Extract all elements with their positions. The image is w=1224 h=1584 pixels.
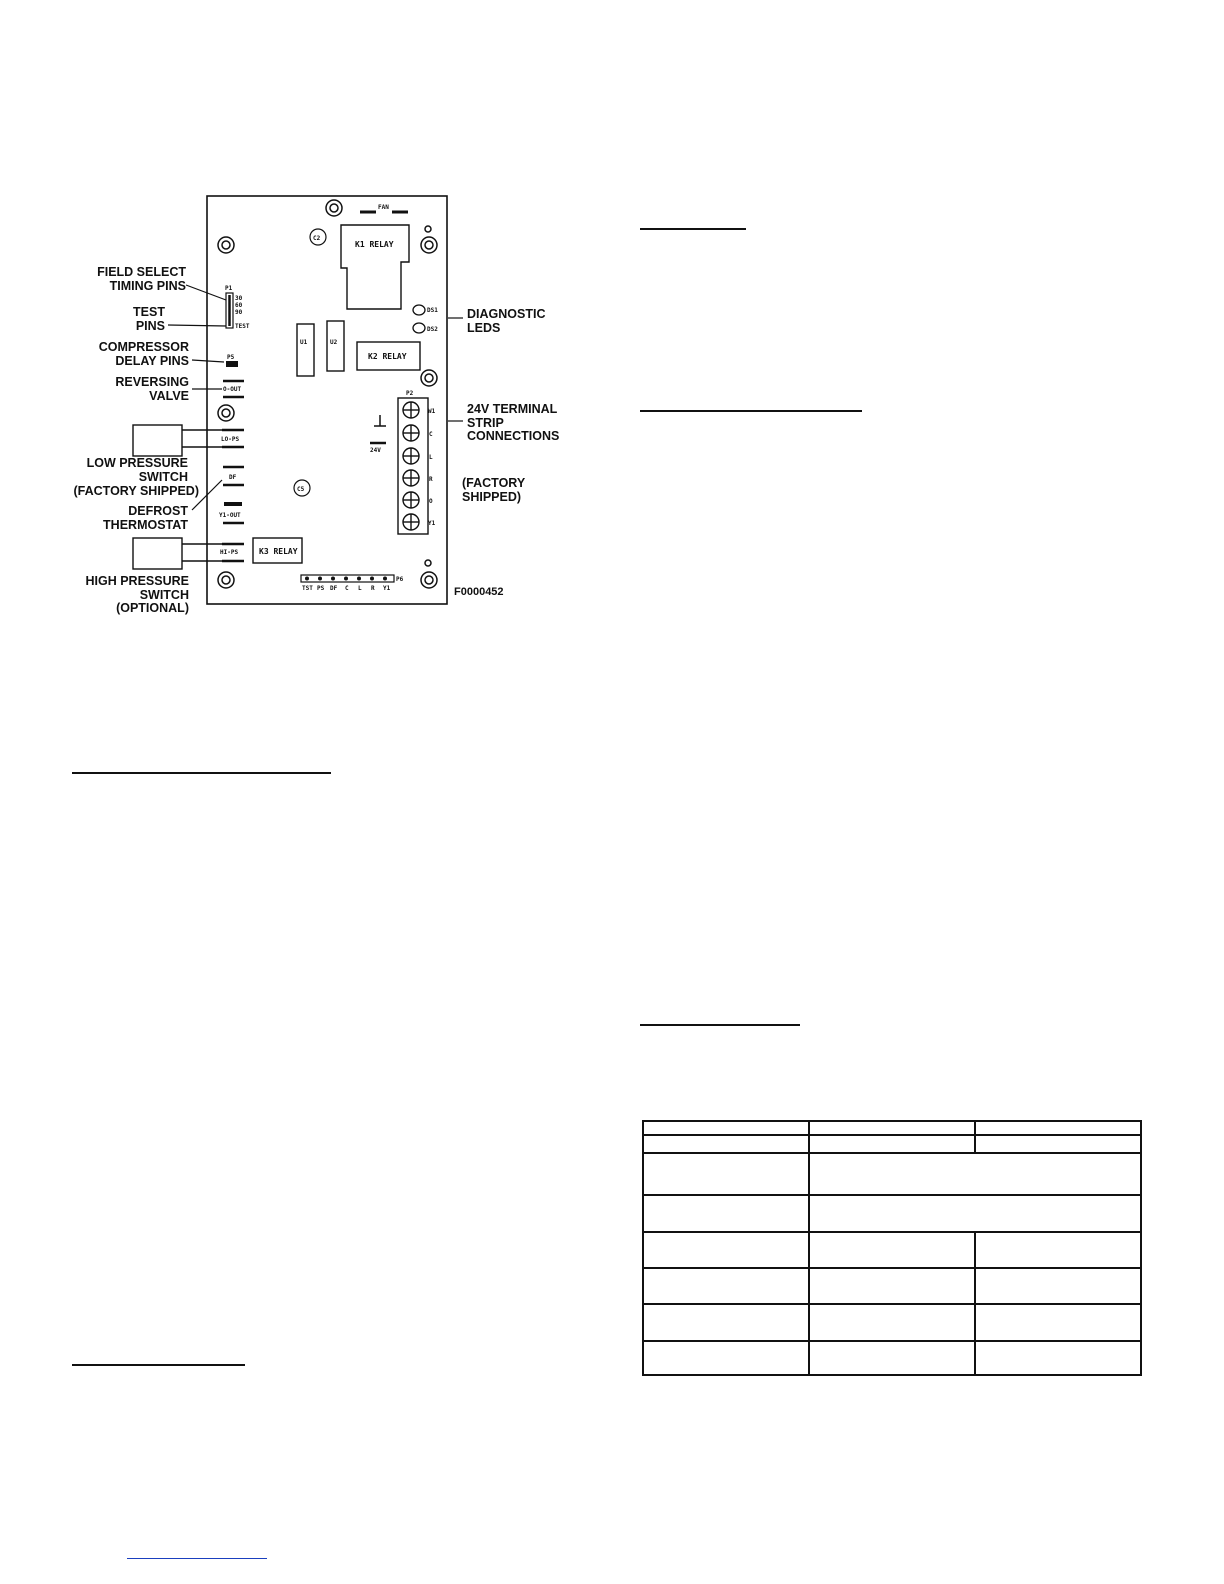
table-cell <box>809 1232 975 1268</box>
table-cell <box>809 1304 975 1341</box>
callout-strip: STRIP <box>467 416 504 430</box>
footer-link-rule <box>127 1558 267 1559</box>
terminal-o: O <box>429 498 433 505</box>
table-row <box>643 1232 1141 1268</box>
heading-rule-left-2 <box>72 1364 245 1366</box>
k1-relay-label: K1 RELAY <box>355 240 394 249</box>
lo-ps-label: LO-PS <box>221 436 240 443</box>
table-row <box>643 1268 1141 1304</box>
terminal-screws <box>403 402 419 530</box>
pin-30-label: 30 <box>235 295 243 302</box>
df-label: DF <box>229 474 237 481</box>
p2-label: P2 <box>406 390 414 397</box>
callout-shipped: SHIPPED) <box>462 490 522 504</box>
p5-label: P5 <box>227 354 235 361</box>
k2-relay-label: K2 RELAY <box>368 352 407 361</box>
terminal-r: R <box>429 476 433 483</box>
callout-high-pressure: HIGH PRESSURE <box>85 574 189 588</box>
p6-pin-df: DF <box>330 585 338 592</box>
y1-out-label: Y1-OUT <box>219 512 241 519</box>
callout-test-pins: PINS <box>135 319 165 333</box>
table-cell <box>643 1121 809 1135</box>
ds1-label: DS1 <box>427 307 438 314</box>
table-row <box>643 1153 1141 1195</box>
table-cell <box>643 1195 809 1232</box>
callout-24v-terminal: 24V TERMINAL <box>467 402 558 416</box>
table-cell <box>809 1341 975 1375</box>
u1-label: U1 <box>300 339 308 346</box>
status-table <box>642 1120 1142 1376</box>
k1-relay <box>341 225 409 309</box>
callout-connections: CONNECTIONS <box>467 429 560 443</box>
table-cell <box>975 1232 1141 1268</box>
heading-rule-right-3 <box>640 1024 800 1026</box>
callout-defrost: DEFROST <box>128 504 188 518</box>
terminal-y1: Y1 <box>428 520 436 527</box>
mounting-holes <box>218 200 437 588</box>
table-cell <box>809 1195 1141 1232</box>
p6-pin-c: C <box>345 585 349 592</box>
callout-leds: LEDS <box>467 321 501 335</box>
callout-factory-shipped-left: (FACTORY SHIPPED) <box>73 484 199 498</box>
fan-label: FAN <box>378 204 389 211</box>
pin-test-label: TEST <box>235 323 250 330</box>
callout-factory: (FACTORY <box>462 476 526 490</box>
heading-rule-left-1 <box>72 772 331 774</box>
callout-reversing: REVERSING <box>115 375 189 389</box>
callout-compressor: COMPRESSOR <box>98 340 189 354</box>
callout-test: TEST <box>133 305 165 319</box>
table-row <box>643 1135 1141 1153</box>
table-cell <box>643 1153 809 1195</box>
low-pressure-switch-box <box>133 425 182 456</box>
callout-field-select: FIELD SELECT <box>97 265 186 279</box>
k3-relay-label: K3 RELAY <box>259 547 298 556</box>
table-cell <box>643 1341 809 1375</box>
table-cell <box>975 1304 1141 1341</box>
table-cell <box>809 1121 975 1135</box>
table-row <box>643 1341 1141 1375</box>
table-row <box>643 1121 1141 1135</box>
p6-pin-y1: Y1 <box>383 585 391 592</box>
u1-chip <box>297 324 314 376</box>
terminal-c: C <box>429 431 433 438</box>
terminal-l: L <box>429 454 433 461</box>
table-cell <box>975 1268 1141 1304</box>
callout-delay-pins: DELAY PINS <box>115 354 189 368</box>
table-row <box>643 1195 1141 1232</box>
callout-thermostat: THERMOSTAT <box>103 518 188 532</box>
table-cell <box>809 1135 975 1153</box>
hi-ps-label: HI-PS <box>220 549 239 556</box>
heading-rule-right-1 <box>640 228 746 230</box>
callout-high-switch: SWITCH <box>139 588 189 602</box>
ds2-label: DS2 <box>427 326 438 333</box>
table-cell <box>809 1153 1141 1195</box>
callout-low-pressure: LOW PRESSURE <box>86 456 188 470</box>
c5-label: C5 <box>297 486 305 493</box>
table-cell <box>643 1304 809 1341</box>
table-cell <box>643 1232 809 1268</box>
o-out-label: O-OUT <box>223 386 242 393</box>
table-cell <box>809 1268 975 1304</box>
figure-id: F0000452 <box>454 586 504 598</box>
table-cell <box>643 1135 809 1153</box>
u2-label: U2 <box>330 339 338 346</box>
u2-chip <box>327 321 344 371</box>
callout-low-switch: SWITCH <box>138 470 188 484</box>
table-cell <box>643 1268 809 1304</box>
p6-pin-ps: PS <box>317 585 325 592</box>
table-row <box>643 1304 1141 1341</box>
c2-label: C2 <box>313 235 321 242</box>
table-cell <box>975 1341 1141 1375</box>
heading-rule-right-2 <box>640 410 862 412</box>
24v-board-label: 24V <box>370 447 381 454</box>
p6-label: P6 <box>396 576 404 583</box>
callout-valve: VALVE <box>149 389 189 403</box>
pin-90-label: 90 <box>235 309 243 316</box>
terminal-w1: W1 <box>428 408 436 415</box>
high-pressure-switch-box <box>133 538 182 569</box>
callout-timing-pins: TIMING PINS <box>109 279 186 293</box>
p6-pin-l: L <box>358 585 362 592</box>
table-cell <box>975 1121 1141 1135</box>
pin-60-label: 60 <box>235 302 243 309</box>
callout-optional: (OPTIONAL) <box>116 601 189 615</box>
p6-pin-tst: TST <box>302 585 313 592</box>
table-cell <box>975 1135 1141 1153</box>
callout-diagnostic: DIAGNOSTIC <box>467 307 546 321</box>
p6-pin-r: R <box>371 585 375 592</box>
p1-label: P1 <box>225 285 233 292</box>
